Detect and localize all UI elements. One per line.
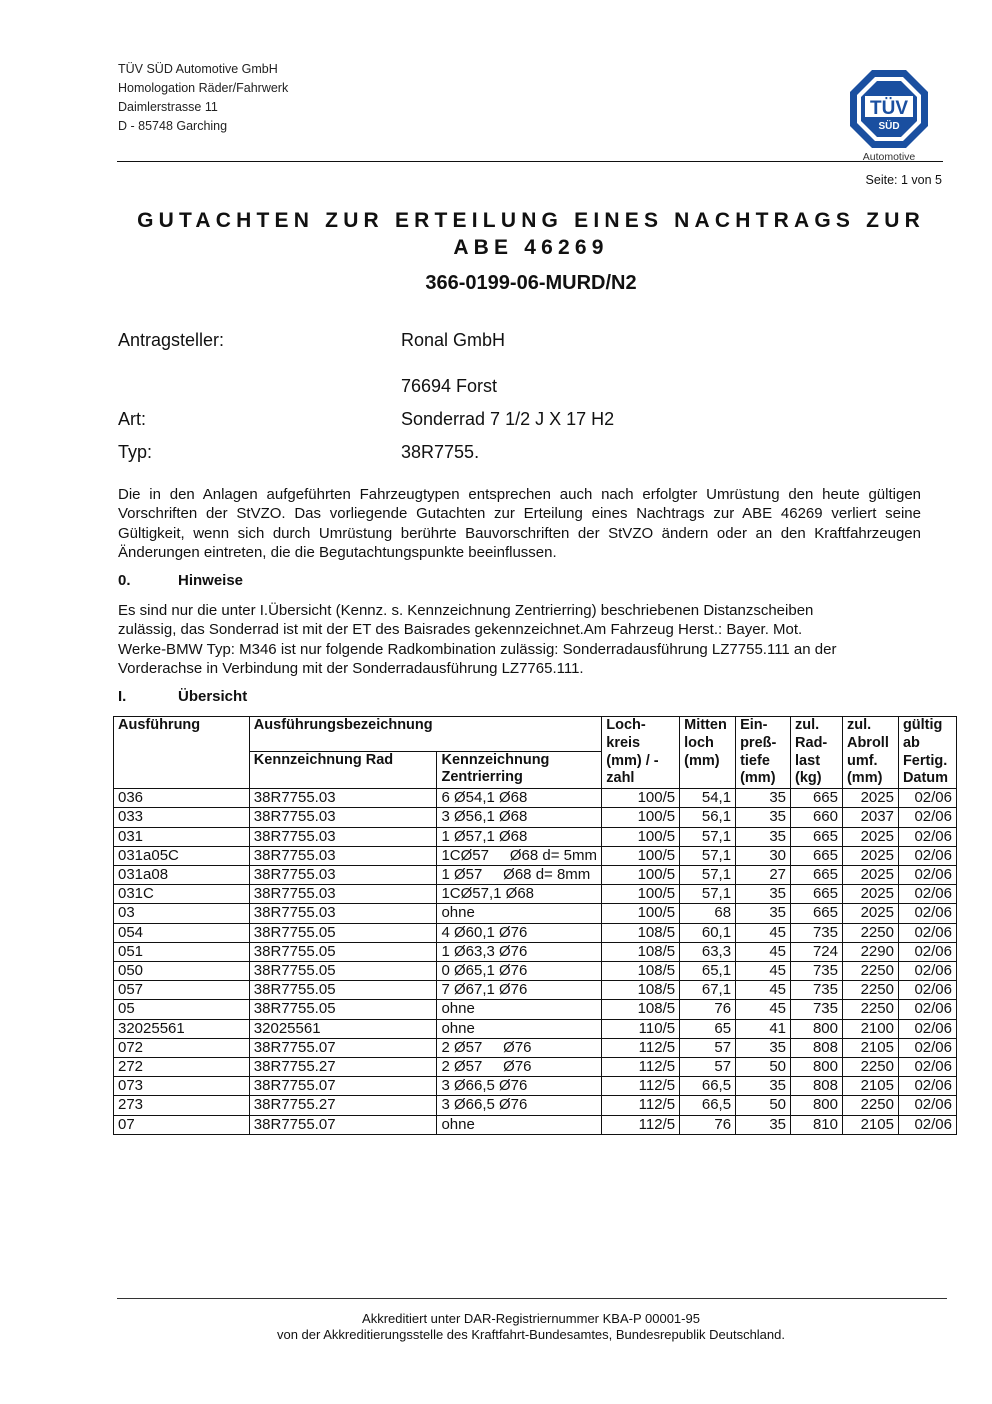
cell-einpresstiefe: 35 xyxy=(736,1077,791,1096)
cell-ausfuehrung: 272 xyxy=(114,1058,250,1077)
cell-lochkreis: 110/5 xyxy=(602,1019,680,1038)
cell-mittenloch: 57 xyxy=(680,1038,736,1057)
cell-einpresstiefe: 45 xyxy=(736,962,791,981)
cell-mittenloch: 67,1 xyxy=(680,981,736,1000)
cell-einpresstiefe: 41 xyxy=(736,1019,791,1038)
cell-einpresstiefe: 50 xyxy=(736,1058,791,1077)
cell-ausfuehrung: 033 xyxy=(114,808,250,827)
cell-abrollumfang: 2025 xyxy=(842,827,898,846)
cell-kz-rad: 38R7755.03 xyxy=(249,866,437,885)
table-row xyxy=(114,789,957,808)
notes-line: Werke-BMW Typ: M346 ist nur folgende Radkombination zulässig: Sonderradausführung LZ7755.111 an der xyxy=(118,640,837,658)
cell-abrollumfang: 2250 xyxy=(842,1096,898,1115)
cell-kz-rad: 38R7755.03 xyxy=(249,827,437,846)
cell-einpresstiefe: 35 xyxy=(736,1115,791,1134)
cell-ausfuehrung: 031a05C xyxy=(114,846,250,865)
header-mittenloch: Mitten loch (mm) xyxy=(680,717,736,789)
cell-ausfuehrung: 32025561 xyxy=(114,1019,250,1038)
cell-einpresstiefe: 30 xyxy=(736,846,791,865)
cell-gueltig: 02/06 xyxy=(898,1019,956,1038)
cell-mittenloch: 56,1 xyxy=(680,808,736,827)
cell-ausfuehrung: 031a08 xyxy=(114,866,250,885)
cell-ausfuehrung: 273 xyxy=(114,1096,250,1115)
cell-lochkreis: 100/5 xyxy=(602,827,680,846)
cell-lochkreis: 112/5 xyxy=(602,1038,680,1057)
document-title xyxy=(118,207,944,261)
cell-ausfuehrung: 073 xyxy=(114,1077,250,1096)
cell-lochkreis: 112/5 xyxy=(602,1058,680,1077)
cell-abrollumfang: 2025 xyxy=(842,885,898,904)
cell-kz-rad: 38R7755.05 xyxy=(249,981,437,1000)
cell-radlast: 735 xyxy=(791,981,843,1000)
cell-lochkreis: 100/5 xyxy=(602,808,680,827)
art-value: Sonderrad 7 1/2 J X 17 H2 xyxy=(401,409,615,429)
cell-einpresstiefe: 35 xyxy=(736,1038,791,1057)
cell-einpresstiefe: 45 xyxy=(736,1000,791,1019)
cell-abrollumfang: 2025 xyxy=(842,789,898,808)
cell-kz-rad: 38R7755.07 xyxy=(249,1115,437,1134)
notes-line: zulässig, das Sonderrad ist mit der ET des Baisrades gekennzeichnet.Am Fahrzeug Herst.: Bayer. Mot. xyxy=(118,621,803,639)
cell-ausfuehrung: 031C xyxy=(114,885,250,904)
cell-abrollumfang: 2025 xyxy=(842,846,898,865)
section-1-heading xyxy=(118,688,247,705)
header-lochkreis: Loch- kreis (mm) / -zahl xyxy=(602,717,680,789)
cell-mittenloch: 66,5 xyxy=(680,1096,736,1115)
section-number: 0. xyxy=(118,572,131,589)
cell-gueltig: 02/06 xyxy=(898,885,956,904)
cell-kz-rad: 32025561 xyxy=(249,1019,437,1038)
applicant-city: 76694 Forst xyxy=(401,376,498,396)
cell-abrollumfang: 2025 xyxy=(842,866,898,885)
cell-gueltig: 02/06 xyxy=(898,846,956,865)
cell-kz-zentrierring: ohne xyxy=(437,904,602,923)
table-body xyxy=(114,789,957,1135)
cell-ausfuehrung: 03 xyxy=(114,904,250,923)
cell-gueltig: 02/06 xyxy=(898,981,956,1000)
table-row xyxy=(114,923,957,942)
sender-address xyxy=(118,60,288,136)
address-line: D - 85748 Garching xyxy=(118,119,228,133)
table-row xyxy=(114,1115,957,1134)
cell-abrollumfang: 2290 xyxy=(842,942,898,961)
cell-ausfuehrung: 05 xyxy=(114,1000,250,1019)
cell-abrollumfang: 2100 xyxy=(842,1019,898,1038)
cell-mittenloch: 66,5 xyxy=(680,1077,736,1096)
logo-text-main: TÜV xyxy=(870,98,908,119)
cell-abrollumfang: 2250 xyxy=(842,1058,898,1077)
cell-radlast: 800 xyxy=(791,1019,843,1038)
cell-lochkreis: 108/5 xyxy=(602,962,680,981)
cell-kz-rad: 38R7755.03 xyxy=(249,885,437,904)
cell-abrollumfang: 2105 xyxy=(842,1077,898,1096)
cell-radlast: 735 xyxy=(791,962,843,981)
cell-lochkreis: 108/5 xyxy=(602,1000,680,1019)
logo-caption: Automotive xyxy=(862,151,916,163)
table-row xyxy=(114,1038,957,1057)
cell-mittenloch: 57,1 xyxy=(680,885,736,904)
section-title: Übersicht xyxy=(178,688,248,705)
table-row xyxy=(114,866,957,885)
cell-kz-rad: 38R7755.05 xyxy=(249,1000,437,1019)
cell-lochkreis: 100/5 xyxy=(602,846,680,865)
cell-lochkreis: 108/5 xyxy=(602,923,680,942)
cell-radlast: 735 xyxy=(791,923,843,942)
applicant-name: Ronal GmbH xyxy=(401,330,506,350)
title-line-2: ABE 46269 xyxy=(453,236,609,259)
table-row xyxy=(114,1019,957,1038)
table-row xyxy=(114,1096,957,1115)
table-row xyxy=(114,808,957,827)
table-row xyxy=(114,981,957,1000)
footer-divider xyxy=(117,1298,947,1299)
cell-lochkreis: 112/5 xyxy=(602,1096,680,1115)
cell-einpresstiefe: 35 xyxy=(736,808,791,827)
cell-einpresstiefe: 35 xyxy=(736,904,791,923)
intro-paragraph: Die in den Anlagen aufgeführten Fahrzeugtypen entsprechen auch nach erfolgter Umrüstung den heute gültigen Vorschriften der StVZO. Das vorliegende Gutachten zur Erteilung eines Nachtrags zur ABE 46269 verliert seine Gültigkeit, wenn sich durch Umrüstung berührte Bauvorschriften der StVZO ändern oder an den Kraftfahrzeugen Änderungen eintreten, die die Begutachtungspunkte beeinflussen. xyxy=(118,486,921,561)
header-kz-rad: Kennzeichnung Rad xyxy=(249,751,437,789)
address-line: Homologation Räder/Fahrwerk xyxy=(118,81,289,95)
cell-gueltig: 02/06 xyxy=(898,1115,956,1134)
address-line: TÜV SÜD Automotive GmbH xyxy=(118,62,278,76)
cell-einpresstiefe: 35 xyxy=(736,885,791,904)
section-title: Hinweise xyxy=(178,572,244,589)
cell-kz-zentrierring: ohne xyxy=(437,1000,602,1019)
cell-radlast: 660 xyxy=(791,808,843,827)
cell-ausfuehrung: 051 xyxy=(114,942,250,961)
header-ausfuehrung: Ausführung xyxy=(114,717,250,789)
cell-gueltig: 02/06 xyxy=(898,1000,956,1019)
cell-kz-zentrierring: 2 Ø57 Ø76 xyxy=(437,1058,602,1077)
cell-gueltig: 02/06 xyxy=(898,827,956,846)
header-kz-zentrierring: Kennzeichnung Zentrierring xyxy=(437,751,602,789)
cell-kz-zentrierring: 4 Ø60,1 Ø76 xyxy=(437,923,602,942)
cell-gueltig: 02/06 xyxy=(898,1038,956,1057)
cell-mittenloch: 54,1 xyxy=(680,789,736,808)
cell-mittenloch: 57,1 xyxy=(680,827,736,846)
cell-radlast: 665 xyxy=(791,789,843,808)
cell-kz-zentrierring: 0 Ø65,1 Ø76 xyxy=(437,962,602,981)
section-number: I. xyxy=(118,688,127,705)
section-0-heading xyxy=(118,572,243,589)
cell-lochkreis: 100/5 xyxy=(602,904,680,923)
cell-radlast: 665 xyxy=(791,846,843,865)
cell-einpresstiefe: 35 xyxy=(736,827,791,846)
cell-ausfuehrung: 050 xyxy=(114,962,250,981)
cell-kz-rad: 38R7755.27 xyxy=(249,1058,437,1077)
cell-ausfuehrung: 054 xyxy=(114,923,250,942)
cell-radlast: 724 xyxy=(791,942,843,961)
tuv-sud-logo xyxy=(848,68,930,164)
cell-einpresstiefe: 35 xyxy=(736,789,791,808)
cell-kz-zentrierring: 2 Ø57 Ø76 xyxy=(437,1038,602,1057)
cell-abrollumfang: 2250 xyxy=(842,1000,898,1019)
cell-kz-rad: 38R7755.03 xyxy=(249,789,437,808)
header-gueltig: gültig ab Fertig. Datum xyxy=(898,717,956,789)
header-divider xyxy=(117,161,943,162)
cell-kz-rad: 38R7755.05 xyxy=(249,942,437,961)
cell-mittenloch: 65,1 xyxy=(680,962,736,981)
table-row xyxy=(114,1000,957,1019)
cell-kz-rad: 38R7755.03 xyxy=(249,808,437,827)
cell-gueltig: 02/06 xyxy=(898,923,956,942)
cell-einpresstiefe: 27 xyxy=(736,866,791,885)
cell-gueltig: 02/06 xyxy=(898,866,956,885)
cell-kz-rad: 38R7755.03 xyxy=(249,846,437,865)
cell-abrollumfang: 2105 xyxy=(842,1115,898,1134)
address-line: Daimlerstrasse 11 xyxy=(118,100,218,114)
cell-radlast: 665 xyxy=(791,827,843,846)
cell-einpresstiefe: 45 xyxy=(736,942,791,961)
cell-kz-zentrierring: 3 Ø66,5 Ø76 xyxy=(437,1077,602,1096)
cell-ausfuehrung: 07 xyxy=(114,1115,250,1134)
cell-kz-zentrierring: 1CØ57,1 Ø68 xyxy=(437,885,602,904)
cell-gueltig: 02/06 xyxy=(898,962,956,981)
table-row xyxy=(114,1058,957,1077)
table-row xyxy=(114,846,957,865)
applicant-label: Antragsteller: xyxy=(118,330,225,350)
cell-radlast: 808 xyxy=(791,1038,843,1057)
cell-mittenloch: 57,1 xyxy=(680,866,736,885)
cell-kz-zentrierring: 1 Ø63,3 Ø76 xyxy=(437,942,602,961)
cell-einpresstiefe: 45 xyxy=(736,981,791,1000)
cell-radlast: 665 xyxy=(791,904,843,923)
cell-gueltig: 02/06 xyxy=(898,1096,956,1115)
cell-abrollumfang: 2250 xyxy=(842,923,898,942)
cell-gueltig: 02/06 xyxy=(898,1077,956,1096)
cell-lochkreis: 100/5 xyxy=(602,866,680,885)
cell-kz-rad: 38R7755.27 xyxy=(249,1096,437,1115)
cell-radlast: 665 xyxy=(791,885,843,904)
cell-gueltig: 02/06 xyxy=(898,1058,956,1077)
cell-lochkreis: 108/5 xyxy=(602,942,680,961)
cell-radlast: 808 xyxy=(791,1077,843,1096)
footer-line-2: von der Akkreditierungsstelle des Kraftfahrt-Bundesamtes, Bundesrepublik Deutschland. xyxy=(276,1327,785,1342)
cell-kz-rad: 38R7755.05 xyxy=(249,923,437,942)
table-row xyxy=(114,962,957,981)
logo-text-sub: SÜD xyxy=(878,121,900,132)
cell-kz-zentrierring: 7 Ø67,1 Ø76 xyxy=(437,981,602,1000)
cell-kz-zentrierring: 3 Ø66,5 Ø76 xyxy=(437,1096,602,1115)
table-row xyxy=(114,1077,957,1096)
cell-radlast: 665 xyxy=(791,866,843,885)
report-number: 366-0199-06-MURD/N2 xyxy=(425,272,637,294)
header-radlast: zul. Rad- last (kg) xyxy=(791,717,843,789)
cell-abrollumfang: 2105 xyxy=(842,1038,898,1057)
cell-gueltig: 02/06 xyxy=(898,942,956,961)
cell-mittenloch: 68 xyxy=(680,904,736,923)
cell-kz-zentrierring: 1 Ø57 Ø68 d= 8mm xyxy=(437,866,602,885)
table-row xyxy=(114,827,957,846)
cell-lochkreis: 100/5 xyxy=(602,885,680,904)
cell-kz-rad: 38R7755.03 xyxy=(249,904,437,923)
cell-mittenloch: 76 xyxy=(680,1000,736,1019)
typ-label: Typ: xyxy=(118,442,153,462)
header-abrollumfang: zul. Abroll umf. (mm) xyxy=(842,717,898,789)
cell-abrollumfang: 2025 xyxy=(842,904,898,923)
cell-mittenloch: 60,1 xyxy=(680,923,736,942)
cell-radlast: 810 xyxy=(791,1115,843,1134)
cell-mittenloch: 57,1 xyxy=(680,846,736,865)
title-line-1: GUTACHTEN ZUR ERTEILUNG EINES NACHTRAGS ZUR xyxy=(137,209,925,232)
cell-gueltig: 02/06 xyxy=(898,789,956,808)
cell-abrollumfang: 2037 xyxy=(842,808,898,827)
cell-kz-zentrierring: 1CØ57 Ø68 d= 5mm xyxy=(437,846,602,865)
cell-kz-zentrierring: 3 Ø56,1 Ø68 xyxy=(437,808,602,827)
footer-line-1: Akkreditiert unter DAR-Registriernummer KBA-P 00001-95 xyxy=(362,1311,700,1326)
cell-mittenloch: 76 xyxy=(680,1115,736,1134)
notes-line: Es sind nur die unter I.Übersicht (Kennz. s. Kennzeichnung Zentrierring) beschriebenen Distanzscheiben xyxy=(118,602,814,619)
header-einpresstiefe: Ein- preß- tiefe (mm) xyxy=(736,717,791,789)
cell-gueltig: 02/06 xyxy=(898,808,956,827)
page-number: Seite: 1 von 5 xyxy=(865,173,942,187)
cell-kz-zentrierring: 1 Ø57,1 Ø68 xyxy=(437,827,602,846)
cell-einpresstiefe: 45 xyxy=(736,923,791,942)
overview-table xyxy=(113,716,957,1135)
cell-lochkreis: 100/5 xyxy=(602,789,680,808)
notes-line: Vorderachse in Verbindung mit der Sonderradausführung LZ7765.111. xyxy=(118,659,584,677)
cell-radlast: 800 xyxy=(791,1058,843,1077)
cell-mittenloch: 57 xyxy=(680,1058,736,1077)
cell-ausfuehrung: 072 xyxy=(114,1038,250,1057)
table-row xyxy=(114,942,957,961)
cell-abrollumfang: 2250 xyxy=(842,962,898,981)
cell-ausfuehrung: 057 xyxy=(114,981,250,1000)
cell-lochkreis: 108/5 xyxy=(602,981,680,1000)
cell-radlast: 735 xyxy=(791,1000,843,1019)
cell-kz-zentrierring: ohne xyxy=(437,1115,602,1134)
cell-kz-rad: 38R7755.07 xyxy=(249,1038,437,1057)
cell-lochkreis: 112/5 xyxy=(602,1115,680,1134)
cell-kz-rad: 38R7755.07 xyxy=(249,1077,437,1096)
cell-kz-zentrierring: ohne xyxy=(437,1019,602,1038)
cell-abrollumfang: 2250 xyxy=(842,981,898,1000)
table-row xyxy=(114,885,957,904)
cell-ausfuehrung: 031 xyxy=(114,827,250,846)
header-bezeichnung: Ausführungsbezeichnung xyxy=(249,717,601,752)
art-label: Art: xyxy=(118,409,147,429)
notes-paragraph xyxy=(118,601,921,678)
cell-gueltig: 02/06 xyxy=(898,904,956,923)
cell-kz-rad: 38R7755.05 xyxy=(249,962,437,981)
table-row xyxy=(114,904,957,923)
cell-mittenloch: 63,3 xyxy=(680,942,736,961)
cell-lochkreis: 112/5 xyxy=(602,1077,680,1096)
cell-radlast: 800 xyxy=(791,1096,843,1115)
cell-kz-zentrierring: 6 Ø54,1 Ø68 xyxy=(437,789,602,808)
typ-value: 38R7755. xyxy=(401,442,480,462)
cell-einpresstiefe: 50 xyxy=(736,1096,791,1115)
cell-ausfuehrung: 036 xyxy=(114,789,250,808)
cell-mittenloch: 65 xyxy=(680,1019,736,1038)
